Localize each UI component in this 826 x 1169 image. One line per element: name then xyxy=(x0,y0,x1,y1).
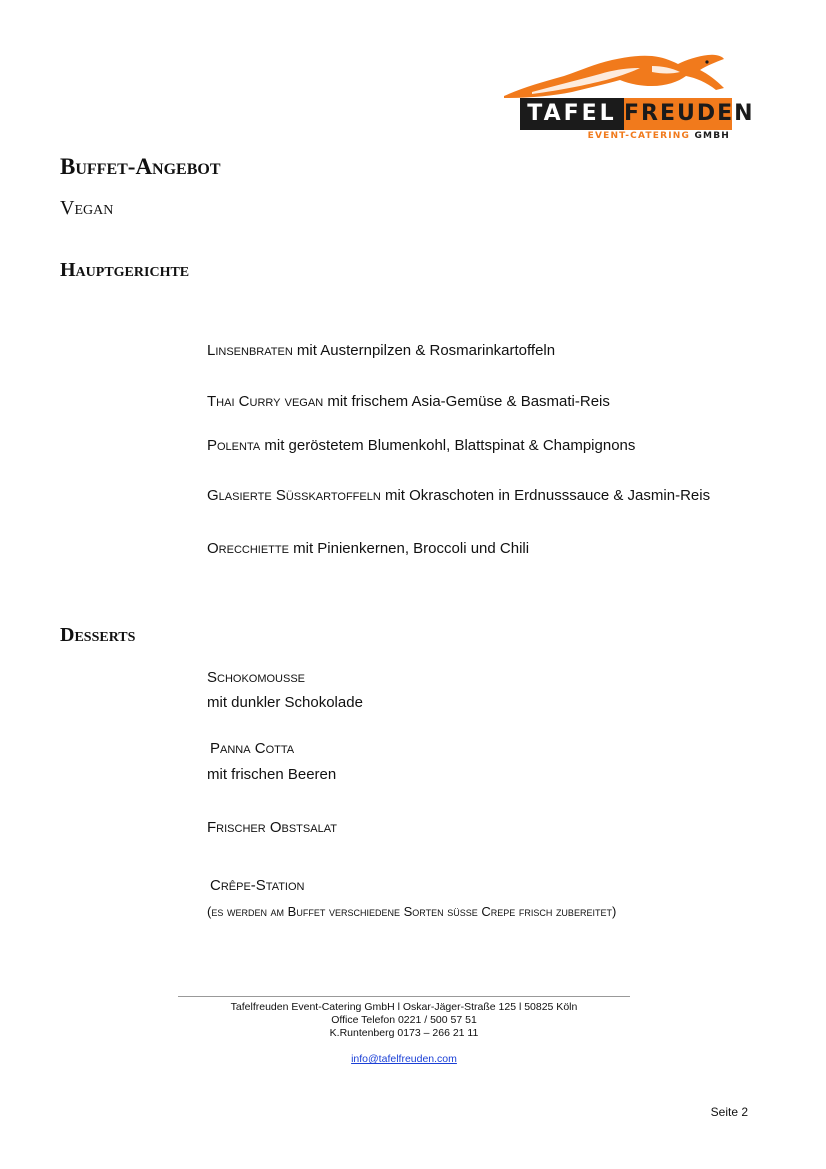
company-logo xyxy=(502,52,755,144)
dessert-description: mit dunkler Schokolade xyxy=(207,694,363,711)
main-dish-item xyxy=(207,437,635,454)
footer-phone: Office Telefon 0221 / 500 57 51 xyxy=(331,1014,477,1026)
main-dish-item xyxy=(207,393,610,410)
logo-word-freuden: FREUDEN xyxy=(624,98,732,130)
page-number: Seite 2 xyxy=(710,1105,748,1119)
dessert-description: mit frischen Beeren xyxy=(207,766,337,783)
dessert-note: (es werden am Buffet verschiedene Sorten süße Crepe frisch zubereitet) xyxy=(207,904,617,919)
dish-name: Thai Curry vegan xyxy=(207,393,324,410)
dessert-name-text: Schokomousse xyxy=(207,669,306,686)
footer-mobile: K.Runtenberg 0173 – 266 21 11 xyxy=(329,1027,479,1039)
dish-description: mit Pinienkernen, Broccoli und Chili xyxy=(288,540,530,557)
dessert-name xyxy=(207,819,337,836)
dish-name: Glasierte Süsskartoffeln xyxy=(207,487,381,504)
page-subtitle: Vegan xyxy=(60,197,114,219)
running-hare-icon xyxy=(502,52,732,102)
main-dish-item xyxy=(207,540,529,557)
dessert-name xyxy=(207,669,305,686)
dish-description: mit geröstetem Blumenkohl, Blattspinat & Champignons xyxy=(260,437,636,454)
page-title: Buffet-Angebot xyxy=(60,154,221,179)
footer-company: Tafelfreuden Event-Catering GmbH l Oskar-Jäger-Straße 125 l 50825 Köln xyxy=(230,1001,578,1013)
section-heading-main-dishes: Hauptgerichte xyxy=(60,259,190,281)
dessert-name xyxy=(210,740,294,757)
dish-description: mit frischem Asia-Gemüse & Basmati-Reis xyxy=(323,393,610,410)
section-heading-desserts: Desserts xyxy=(60,624,136,646)
logo-sub-gmbh: GMBH xyxy=(694,131,730,141)
logo-word-tafel: TAFEL xyxy=(520,98,624,130)
dish-description: mit Austernpilzen & Rosmarinkartoffeln xyxy=(292,342,556,359)
footer-email-link[interactable]: info@tafelfreuden.com xyxy=(351,1053,457,1065)
dessert-name xyxy=(210,877,305,894)
footer-email-row xyxy=(178,1053,630,1065)
footer-divider xyxy=(178,996,630,997)
dish-name: Linsenbraten xyxy=(207,342,293,359)
dessert-name-text: Panna Cotta xyxy=(210,740,295,757)
logo-subline xyxy=(588,131,730,141)
dish-name: Orecchiette xyxy=(207,540,289,557)
main-dish-item xyxy=(207,342,555,359)
dish-description: mit Okraschoten in Erdnusssauce & Jasmin-Reis xyxy=(380,487,711,504)
dish-name: Polenta xyxy=(207,437,261,454)
logo-sub-event: EVENT-CATERING xyxy=(587,131,691,141)
dessert-name-text: Crêpe-Station xyxy=(210,877,305,894)
main-dish-item xyxy=(207,487,710,504)
dessert-name-text: Frischer Obstsalat xyxy=(207,819,337,836)
